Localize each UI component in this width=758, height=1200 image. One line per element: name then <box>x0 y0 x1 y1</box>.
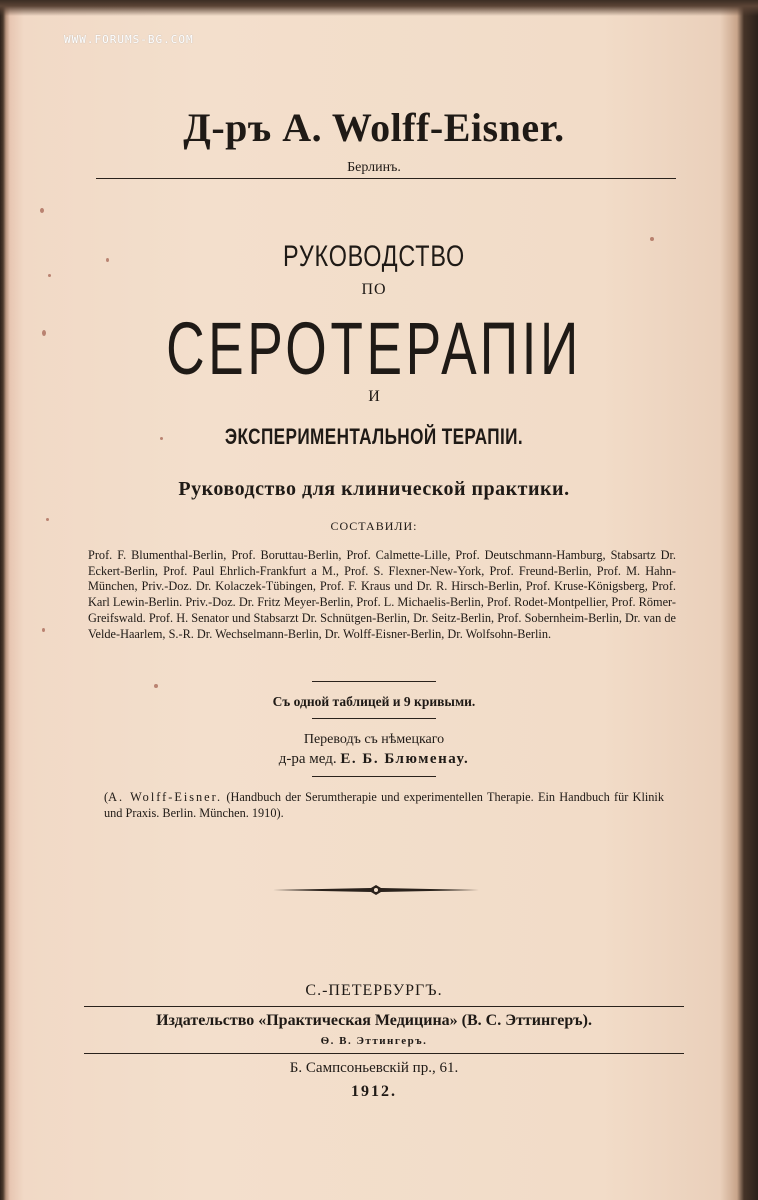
divider-2 <box>312 718 436 719</box>
ornament-rule <box>271 883 481 897</box>
main-title: СЕРОТЕРАПІИ <box>166 307 582 390</box>
foxing-spot <box>46 518 49 521</box>
foxing-spot <box>160 437 163 440</box>
publication-year: 1912. <box>351 1083 397 1100</box>
foxing-spot <box>42 628 45 632</box>
title-line-2: ПО <box>361 281 387 298</box>
compiled-by-label: СОСТАВИЛИ: <box>330 519 418 533</box>
title-line-1: РУКОВОДСТВО <box>283 240 465 273</box>
foxing-spot <box>154 684 158 688</box>
translator-line <box>24 751 724 768</box>
watermark-text: WWW.FORUMS-BG.COM <box>64 33 194 46</box>
subtitle: Руководство для клинической практики. <box>178 478 570 500</box>
imprint-rule-bottom <box>84 1053 684 1054</box>
original-title-note: (A. Wolff-Eisner. (Handbuch der Serumtherapie und experimentellen Therapie. Ein Handbuch für Klinik und Praxis. Berlin. München. 1910). <box>104 790 664 820</box>
place-of-publication: С.-ПЕТЕРБУРГЪ. <box>305 982 443 999</box>
printer: Ѳ. В. Эттингеръ. <box>320 1035 428 1047</box>
author-city: Берлинъ. <box>347 160 401 175</box>
divider-1 <box>312 681 436 682</box>
tables-note: Съ одной таблицей и 9 кривыми. <box>272 694 476 709</box>
header-rule <box>96 178 676 179</box>
title-page <box>24 0 724 1200</box>
foxing-spot <box>650 237 654 241</box>
title-line-5: ЭКСПЕРИМЕНТАЛЬНОЙ ТЕРАПІИ. <box>224 424 524 449</box>
contributors-list: Prof. F. Blumenthal-Berlin, Prof. Boruttau-Berlin, Prof. Calmette-Lille, Prof. Deutschmann-Hamburg, Stabsartz Dr. Eckert-Berlin, Prof. Paul Ehrlich-Frankfurt a M., Prof. S. Flexner-New-York, Prof. Freund-Berlin, Prof. M. Hahn-München, Priv.-Doz. Dr. Kolaczek-Tübingen, Prof. F. Kraus und Dr. R. Hirsch-Berlin, Prof. Kruse-Königsberg, Prof. Karl Lewin-Berlin. Priv.-Doz. Dr. Fritz Meyer-Berlin, Prof. L. Michaelis-Berlin, Prof. Rodet-Montpellier, Prof. Römer-Greifswald. Prof. H. Senator und Stabsarzt Dr. Schnütgen-Berlin, Dr. Seitz-Berlin, Prof. Sobernheim-Berlin, Dr. van de Velde-Haarlem, S.-R. Dr. Wechselmann-Berlin, Dr. Wolff-Eisner-Berlin, Dr. Wolfsohn-Berlin. <box>88 548 676 641</box>
translation-note: Переводъ съ нѣмецкаго <box>303 732 445 747</box>
author-name: Д-ръ A. Wolff-Eisner. <box>183 105 565 150</box>
title-line-4: И <box>368 388 380 405</box>
foxing-spot <box>106 258 109 262</box>
original-author: A. Wolff-Eisner. <box>108 790 223 804</box>
original-text: (Handbuch der Serumtherapie und experimentellen Therapie. Ein Handbuch für Klinik und Praxis. Berlin. München. 1910). <box>104 790 664 820</box>
divider-3 <box>312 776 436 777</box>
translator-prefix: д-ра мед. <box>278 751 337 767</box>
imprint-rule-top <box>84 1006 684 1007</box>
foxing-spot <box>48 274 51 277</box>
foxing-spot <box>42 330 46 336</box>
publisher: Издательство «Практическая Медицина» (В. С. Эттингеръ). <box>156 1012 592 1029</box>
foxing-spot <box>40 208 44 213</box>
translator-name: Е. Б. Блюменау. <box>340 751 470 767</box>
publisher-address: Б. Сампсоньевскій пр., 61. <box>289 1060 459 1076</box>
